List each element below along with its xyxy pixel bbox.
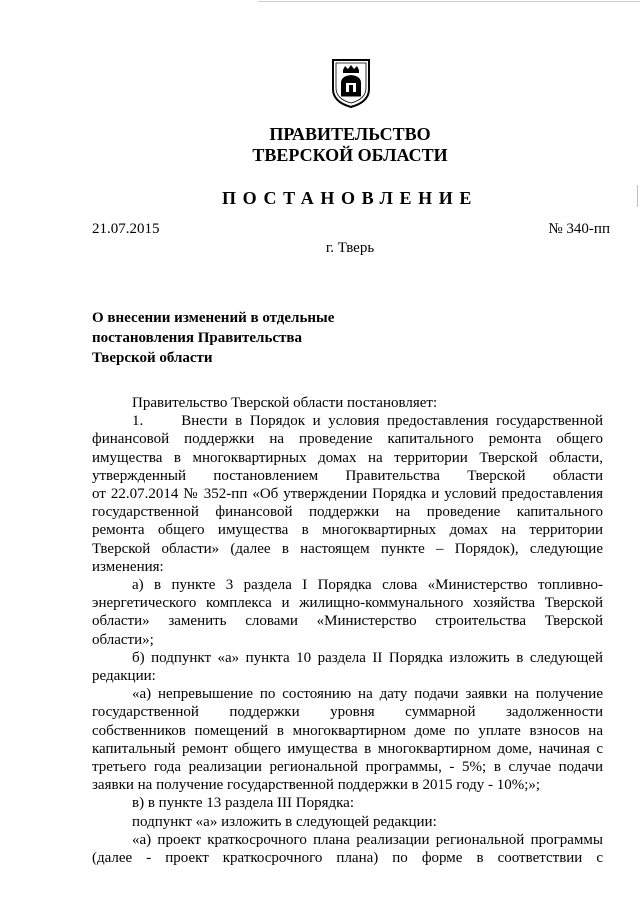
body-line: подпункт «а» изложить в следующей редакции: (132, 813, 437, 830)
body-line: ремонта общего имущества в многоквартирных домах на территории (92, 522, 603, 539)
body-line: капитальный ремонт общего имущества в многоквартирном доме, начиная с (92, 740, 603, 757)
body-line: утвержденный постановлением Правительства Тверской области (92, 467, 603, 484)
body-line: в) в пункте 13 раздела III Порядка: (132, 795, 354, 812)
body-line: редакции: (92, 668, 156, 685)
document-number: № 340-пп (548, 221, 610, 237)
body-line: «а) непревышение по состоянию на дату подачи заявки на получение (132, 686, 603, 703)
body-line: имущества в многоквартирных домах на территории Тверской области, (92, 449, 603, 466)
body-line: заявки на получение государственной поддержки в 2015 году - 10%;»; (92, 777, 541, 794)
tver-coat-of-arms-icon (330, 57, 372, 109)
subject-line: Тверской области (92, 350, 213, 366)
document-kind: ПОСТАНОВЛЕНИЕ (222, 188, 478, 208)
body-line: Правительство Тверской области постановляет: (132, 395, 438, 411)
document-date: 21.07.2015 (92, 221, 160, 237)
document-subject (92, 308, 392, 368)
scan-edge-mark (637, 185, 638, 207)
body-line: а) в пункте 3 раздела I Порядка слова «Министерство топливно- (132, 577, 603, 594)
government-title-line2: ТВЕРСКОЙ ОБЛАСТИ (252, 145, 448, 165)
body-line: Тверской области» (далее в настоящем пункте – Порядок), следующие (92, 540, 603, 557)
body-line: области»; (92, 631, 154, 648)
body-line: (далее - проект краткосрочного плана) по форме в соответствии с (92, 850, 603, 867)
body-line: от 22.07.2014 № 352-пп «Об утверждении Порядка и условий предоставления (92, 486, 603, 503)
body-line: энергетического комплекса и жилищно-коммунального хозяйства Тверской (92, 595, 603, 612)
body-line: изменения: (92, 558, 164, 575)
scan-edge-line (258, 1, 640, 2)
body-line: собственников помещений в многоквартирном доме по уплате взносов на (92, 722, 603, 739)
document-city: г. Тверь (325, 240, 375, 256)
body-line: области» заменить словами «Министерство строительства Тверской (92, 613, 603, 630)
body-line: финансовой поддержки на проведение капитального ремонта общего (92, 431, 603, 448)
body-line: государственной поддержки уровня суммарной задолженности (92, 704, 603, 721)
government-title (200, 124, 500, 166)
body-line: 1. Внести в Порядок и условия предоставления государственной (132, 413, 603, 430)
subject-line: О внесении изменений в отдельные (92, 310, 335, 326)
document-body (92, 394, 603, 867)
subject-line: постановления Правительства (92, 330, 302, 346)
body-line: государственной финансовой поддержки на проведение капитального (92, 504, 603, 521)
government-title-line1: ПРАВИТЕЛЬСТВО (269, 124, 431, 144)
body-line: б) подпункт «а» пункта 10 раздела II Порядка изложить в следующей (132, 649, 603, 666)
body-line: «а) проект краткосрочного плана реализации региональной программы (132, 831, 603, 848)
body-line: третьего года реализации региональной программы, - 5%; в случае подачи (92, 759, 603, 776)
